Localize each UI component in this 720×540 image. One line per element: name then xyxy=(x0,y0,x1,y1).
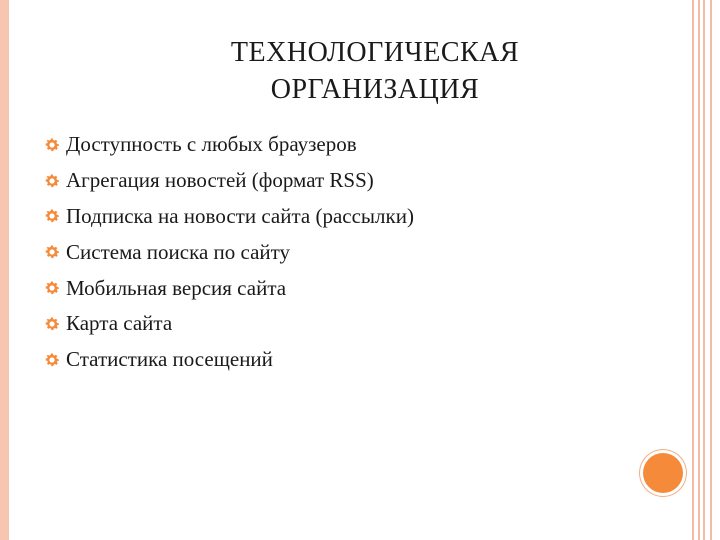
list-item xyxy=(42,163,414,199)
gear-icon xyxy=(42,206,62,226)
list-item xyxy=(42,234,414,270)
gear-icon xyxy=(42,314,62,334)
list-item xyxy=(42,127,414,163)
title-line-2: ОРГАНИЗАЦИЯ xyxy=(270,74,480,105)
bullet-list xyxy=(42,127,414,378)
gear-icon xyxy=(42,171,62,191)
right-border-line xyxy=(710,0,712,540)
gear-icon xyxy=(42,350,62,370)
list-item xyxy=(42,342,414,378)
bullet-text: Мобильная версия сайта xyxy=(66,275,287,300)
decorative-orange-circle xyxy=(640,450,686,496)
bullet-text: Статистика посещений xyxy=(66,347,273,372)
list-item xyxy=(42,199,414,235)
bullet-text: Подписка на новости сайта (рассылки) xyxy=(66,203,414,228)
list-item xyxy=(42,306,414,342)
bullet-text: Система поиска по сайту xyxy=(66,239,291,264)
title-line-1: ТЕХНОЛОГИЧЕСКАЯ xyxy=(230,37,520,68)
slide-title xyxy=(60,34,690,108)
bullet-text: Агрегация новостей (формат RSS) xyxy=(66,168,374,193)
gear-icon xyxy=(42,278,62,298)
gear-icon xyxy=(42,242,62,262)
right-border-line xyxy=(698,0,700,540)
list-item xyxy=(42,270,414,306)
bullet-text: Доступность с любых браузеров xyxy=(66,132,357,157)
right-border-line xyxy=(703,0,705,540)
gear-icon xyxy=(42,135,62,155)
right-decorative-border xyxy=(690,0,720,540)
bullet-text: Карта сайта xyxy=(66,311,173,336)
left-decorative-border xyxy=(0,0,9,540)
right-border-line xyxy=(692,0,694,540)
